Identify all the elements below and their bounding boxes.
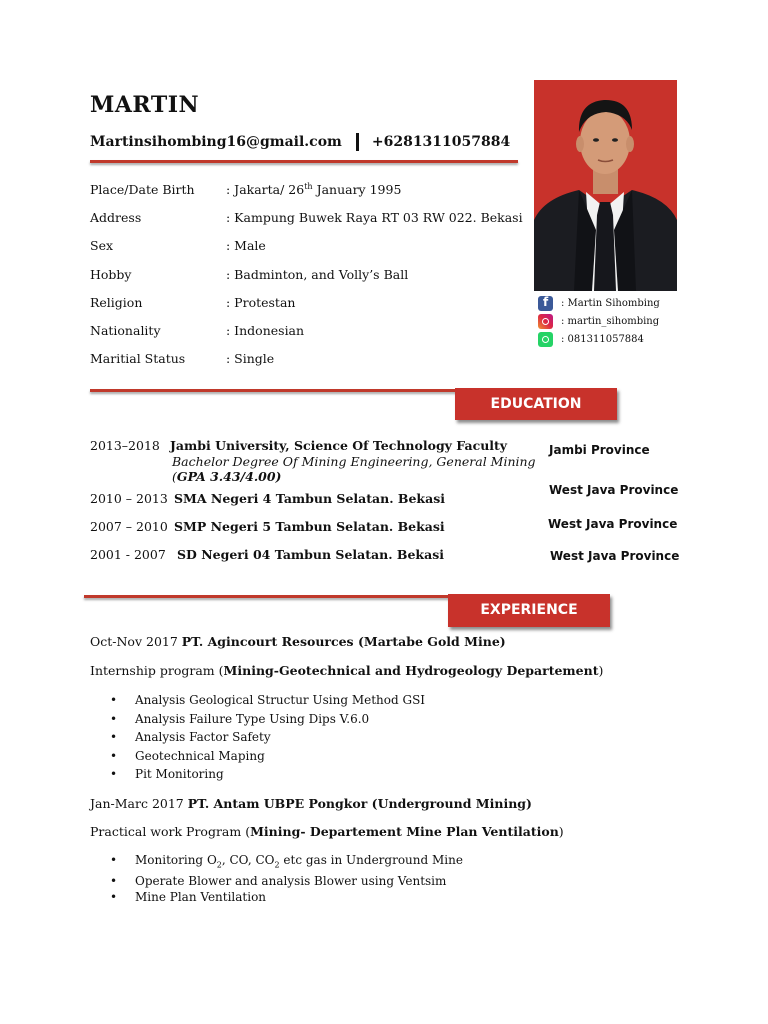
personal-row-religion <box>90 295 520 313</box>
job-title-line <box>90 634 506 649</box>
phone-text: +6281311057884 <box>371 134 511 150</box>
separator <box>356 133 359 151</box>
task-item: • Operate Blower and analysis Blower using Ventsim <box>110 873 463 889</box>
job-tasks <box>110 691 425 784</box>
program-suffix: ) <box>598 663 604 678</box>
task-item: • Analysis Failure Type Using Dips V.6.0 <box>110 710 425 729</box>
facebook-icon <box>538 296 553 311</box>
personal-value: : Kampung Buwek Raya RT 03 RW 022. Bekasi <box>226 210 523 225</box>
edu-years: 2010 – 2013 <box>90 491 168 506</box>
edu-school: SD Negeri 04 Tambun Selatan. Bekasi <box>177 547 444 562</box>
whatsapp-icon <box>538 332 553 347</box>
program-prefix: Internship program ( <box>90 663 224 678</box>
job-period: Oct-Nov 2017 <box>90 634 182 649</box>
edu-years: 2013–2018 <box>90 438 160 453</box>
experience-heading: EXPERIENCE <box>448 594 610 627</box>
profile-photo <box>534 80 677 291</box>
job-title-line <box>90 796 532 811</box>
personal-value: : Badminton, and Volly’s Ball <box>226 267 409 282</box>
edu-province: West Java Province <box>549 483 679 497</box>
email-text: Martinsihombing16@gmail.com <box>90 134 342 150</box>
personal-row-nationality <box>90 323 520 341</box>
gpa-prefix: ( <box>172 469 177 484</box>
job-period: Jan-Marc 2017 <box>90 796 188 811</box>
edu-years: 2001 - 2007 <box>90 547 166 562</box>
personal-value: : Single <box>226 351 275 366</box>
edu-years: 2007 – 2010 <box>90 519 168 534</box>
personal-row-birth <box>90 182 520 200</box>
edu-province: West Java Province <box>550 549 680 563</box>
job-company: PT. Agincourt Resources (Martabe Gold Mine) <box>181 634 506 649</box>
edu-school: SMP Negeri 5 Tambun Selatan. Bekasi <box>174 519 445 534</box>
program-department: Mining- Departement Mine Plan Ventilation <box>250 824 559 839</box>
task-item: • Mine Plan Ventilation <box>110 889 463 905</box>
task-item: • Monitoring $O_2$, CO, $CO_2$ etc gas in Underground Mine <box>110 852 463 873</box>
social-instagram[interactable] <box>538 314 659 330</box>
edu-province: Jambi Province <box>549 443 650 457</box>
task-item: • Geotechnical Maping <box>110 747 425 766</box>
social-text: : 081311057884 <box>561 334 644 345</box>
personal-value: : Protestan <box>226 295 296 310</box>
education-rule <box>90 389 460 392</box>
header-rule <box>90 160 518 163</box>
job-program-line <box>90 663 603 678</box>
personal-key: Place/Date Birth <box>90 182 195 197</box>
job-company: PT. Antam UBPE Pongkor (Underground Mining) <box>187 796 532 811</box>
social-facebook[interactable] <box>538 296 660 312</box>
job-program-line <box>90 824 564 839</box>
program-prefix: Practical work Program ( <box>90 824 251 839</box>
social-text: : martin_sihombing <box>561 316 660 327</box>
task-item: • Analysis Factor Safety <box>110 728 425 747</box>
contact-line <box>90 133 510 151</box>
personal-key: Sex <box>90 238 114 253</box>
personal-row-sex <box>90 238 520 256</box>
personal-row-marital <box>90 351 520 369</box>
candidate-name: MARTIN <box>90 92 200 118</box>
task-item: • Pit Monitoring <box>110 765 425 784</box>
personal-key: Religion <box>90 295 143 310</box>
personal-row-hobby <box>90 267 520 285</box>
social-text: : Martin Sihombing <box>561 298 660 309</box>
personal-value: : Male <box>226 238 266 253</box>
portrait-illustration <box>534 80 677 291</box>
instagram-icon <box>538 314 553 329</box>
task-item: • Analysis Geological Structur Using Method GSI <box>110 691 425 710</box>
edu-school: Jambi University, Science Of Technology Faculty <box>170 438 508 453</box>
job-tasks <box>110 852 463 905</box>
edu-gpa <box>172 469 281 484</box>
personal-value-birth: : Jakarta/ 26th January 1995 <box>226 182 402 198</box>
personal-value: : Indonesian <box>226 323 305 338</box>
program-department: Mining-Geotechnical and Hydrogeology Departement <box>223 663 599 678</box>
education-heading: EDUCATION <box>455 388 617 420</box>
personal-key: Nationality <box>90 323 161 338</box>
gpa-value: GPA 3.43/4.00) <box>176 469 282 484</box>
edu-degree: Bachelor Degree Of Mining Engineering, General Mining <box>172 454 536 469</box>
personal-row-address <box>90 210 523 228</box>
edu-province: West Java Province <box>548 517 678 531</box>
personal-key: Maritial Status <box>90 351 186 366</box>
personal-key: Hobby <box>90 267 132 282</box>
experience-rule <box>84 595 454 598</box>
edu-school: SMA Negeri 4 Tambun Selatan. Bekasi <box>174 491 445 506</box>
personal-key: Address <box>90 210 142 225</box>
social-whatsapp[interactable] <box>538 332 644 348</box>
program-suffix: ) <box>558 824 564 839</box>
